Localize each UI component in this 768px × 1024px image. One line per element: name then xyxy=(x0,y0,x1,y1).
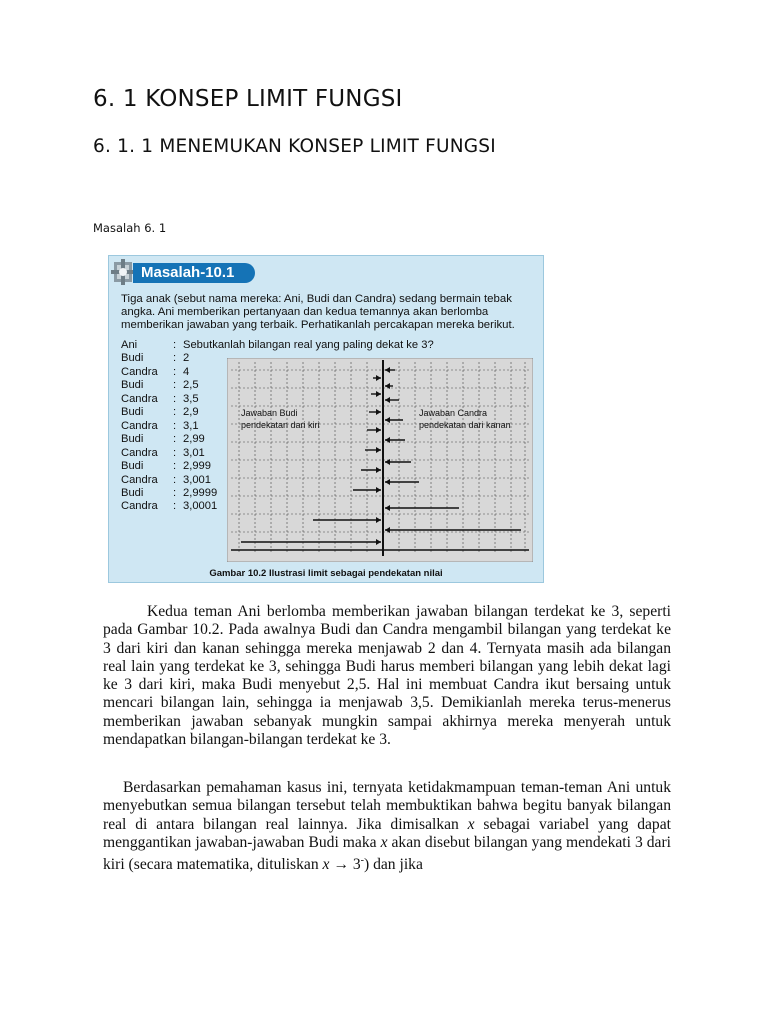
section-title: 6. 1. 1 MENEMUKAN KONSEP LIMIT FUNGSI xyxy=(93,136,496,157)
dialog-speaker: Candra xyxy=(121,392,158,405)
dialog-speaker: Candra xyxy=(121,473,158,486)
dialog-row: Candra : 3,0001 xyxy=(121,500,218,513)
left-label-line1: Jawaban Budi xyxy=(241,408,298,418)
dialog-row: Budi : 2,999 xyxy=(121,460,211,473)
dialog-answer: 3,5 xyxy=(183,392,199,405)
right-label-line1: Jawaban Candra xyxy=(419,408,488,418)
dialog-answer: 2 xyxy=(183,352,190,365)
gear-icon xyxy=(111,259,135,285)
paragraph-1: Kedua teman Ani berlomba memberikan jawaban bilangan terdekat ke 3, seperti pada Gambar 10.2. Pada awalnya Budi dan Candra mengambil bilangan yang terdekat ke 3 dari kiri dan kanan sehingga mereka menjawab 2 dan 4. Ternyata masih ada bilangan real lain yang terdekat ke 3, sehingga Budi harus memberi bilangan yang lebih dekat lagi ke 3 dari kiri, maka Budi menyebut 2,5. Hal ini membuat Candra ikut bersaing untuk mencari bilangan lain, sehingga ia menjawab 3,5. Demikianlah mereka terus-menerus memberikan jawaban sebanyak mungkin sampai akhirnya mereka menyerah untuk mendapatkan bilangan-bilangan terdekat ke 3. xyxy=(103,603,671,749)
variable-x: x xyxy=(322,856,330,874)
paragraph-2-text-b: sebagai variabel yang dapat menggantikan jawaban-jawaban Budi maka xyxy=(103,815,671,851)
page-title: 6. 1 KONSEP LIMIT FUNGSI xyxy=(93,86,403,112)
dialog-row: Candra : 3,001 xyxy=(121,473,211,486)
figure-tab xyxy=(109,256,259,286)
dialog-speaker: Budi xyxy=(121,406,144,419)
figure-tab-title: Masalah-10.1 xyxy=(133,263,255,283)
dialog-answer: 2,9 xyxy=(183,406,199,419)
figure-caption: Gambar 10.2 Ilustrasi limit sebagai pendekatan nilai xyxy=(209,568,443,579)
problem-label: Masalah 6. 1 xyxy=(93,221,167,235)
dialog-answer: 3,1 xyxy=(183,419,199,432)
paragraph-2-text-a: Berdasarkan pemahaman kasus ini, ternyata ketidakmampuan teman-teman Ani untuk menyebutkan semua bilangan tersebut telah membuktikan bahwa begitu banyak bilangan real di antara bilangan real lainnya. Jika dimisalkan xyxy=(103,779,671,833)
dialog-speaker: Budi xyxy=(121,460,144,473)
limit-superscript: - xyxy=(360,855,364,867)
dialog-answer: 2,99 xyxy=(183,433,205,446)
dialog-row: Budi : 2,99 xyxy=(121,433,205,446)
dialog-answer: 2,999 xyxy=(183,460,211,473)
dialog-row: Candra : 3,01 xyxy=(121,446,205,459)
dialog-row: Budi : 2,5 xyxy=(121,379,199,392)
dialog-speaker: Ani xyxy=(121,339,138,351)
right-label-line2: pendekatan dari kanan xyxy=(419,420,511,430)
dialog-speaker: Budi xyxy=(121,379,144,392)
dialog-answer: 3,0001 xyxy=(183,500,218,513)
dialog-row: Candra : 4 xyxy=(121,365,190,378)
figure-intro: Tiga anak (sebut nama mereka: Ani, Budi dan Candra) sedang bermain tebak angka. Ani memberikan pertanyaan dan kedua temannya akan berlomba memberikan jawaban yang terbaik. Perhatikanlah percakapan mereka berikut. xyxy=(121,293,515,332)
problem-figure xyxy=(108,255,544,583)
dialog-row: Budi : 2,9999 xyxy=(121,486,218,499)
dialog-row: Budi : 2 xyxy=(121,352,190,365)
dialog-speaker: Budi xyxy=(121,433,144,446)
dialog-speaker: Candra xyxy=(121,419,158,432)
approach-diagram xyxy=(227,358,533,562)
dialog-answer: 2,5 xyxy=(183,379,199,392)
variable-x: x xyxy=(467,815,475,833)
dialog-answer: 3,01 xyxy=(183,446,205,459)
paragraph-2-text-c: akan disebut bilangan yang mendekati 3 dari kiri (secara matematika, dituliskan xyxy=(103,833,671,874)
dialog-answer: 4 xyxy=(183,365,190,378)
dialog-speaker: Candra xyxy=(121,500,158,513)
left-label-line2: pendekatan dari kiri xyxy=(241,420,320,430)
dialog-row: Candra : 3,5 xyxy=(121,392,199,405)
paragraph-2 xyxy=(103,779,671,875)
dialog-speaker: Budi xyxy=(121,352,144,365)
dialog-row: Budi : 2,9 xyxy=(121,406,199,419)
dialog-answer: 3,001 xyxy=(183,473,211,486)
dialog-answer: Sebutkanlah bilangan real yang paling dekat ke 3? xyxy=(183,339,434,351)
paragraph-2-text-d: ) dan jika xyxy=(364,856,423,874)
dialog-speaker: Budi xyxy=(121,486,144,499)
dialog-row: Candra : 3,1 xyxy=(121,419,199,432)
dialog-row: Ani : Sebutkanlah bilangan real yang paling dekat ke 3? xyxy=(121,339,434,351)
dialog-speaker: Candra xyxy=(121,446,158,459)
variable-x: x xyxy=(380,833,388,851)
limit-expression: → 3 xyxy=(333,856,361,874)
dialog-speaker: Candra xyxy=(121,365,158,378)
dialog-answer: 2,9999 xyxy=(183,486,218,499)
